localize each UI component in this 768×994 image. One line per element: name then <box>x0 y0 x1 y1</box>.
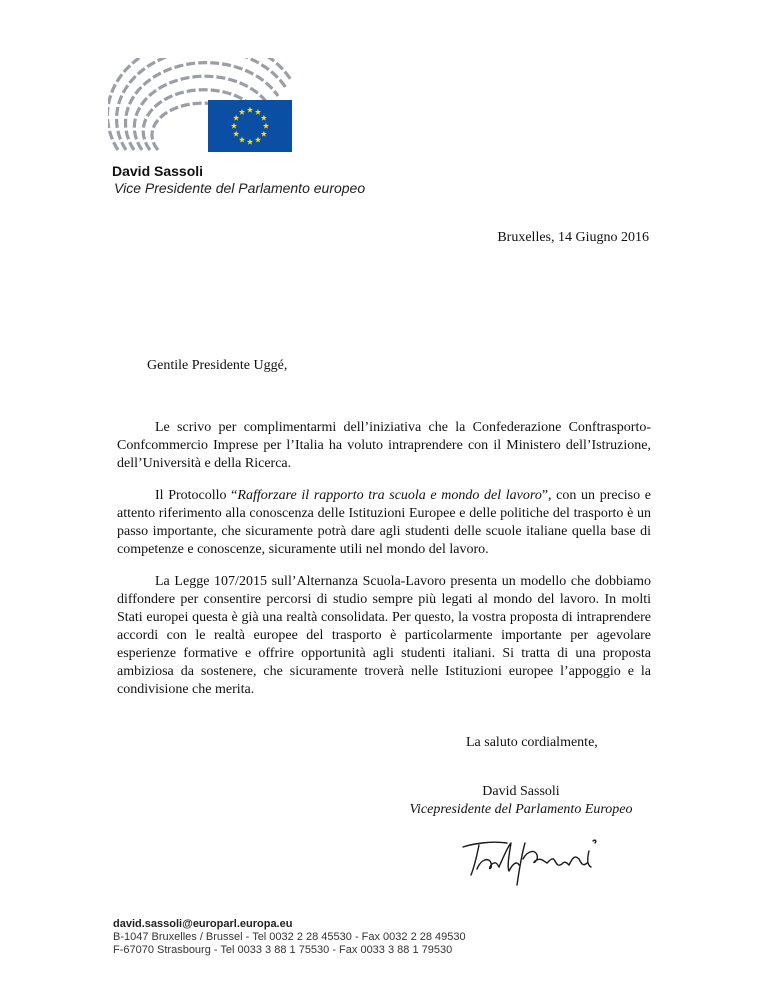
handwritten-signature-icon <box>455 833 635 888</box>
salutation: Gentile Presidente Uggé, <box>147 358 288 373</box>
footer-brussels-address: B-1047 Bruxelles / Brussel - Tel 0032 2 28 45530 - Fax 0032 2 28 49530 <box>113 931 466 943</box>
paragraph-3: La Legge 107/2015 sull’Alternanza Scuola-Lavoro presenta un modello che dobbiamo diffondere per consentire percorsi di studio sempre più legati al mondo del lavoro. In molti Stati europei questa è già una realtà consolidata. Per questo, la vostra proposta di intraprendere accordi con le realtà europee del trasporto è particolarmente importante per agevolare esperienze formative e offrire opportunità agli studenti italiani. Si tratta di una proposta ambiziosa da sostenere, che sicuramente troverà nelle Istituzioni europee l’appoggio e la condivisione che merita. <box>117 574 651 697</box>
signer-title: Vicepresidente del Parlamento Europeo <box>409 802 633 817</box>
footer-email: david.sassoli@europarl.europa.eu <box>113 918 293 930</box>
letter-date: Bruxelles, 14 Giugno 2016 <box>497 230 649 245</box>
footer-strasbourg-address: F-67070 Strasbourg - Tel 0033 3 88 1 75530 - Fax 0033 3 88 1 79530 <box>113 944 453 956</box>
paragraph-1: Le scrivo per complimentarmi dell’iniziativa che la Confederazione Conftrasporto-Confcommercio Imprese per l’Italia ha voluto intraprendere con il Ministero dell’Istruzione, dell’Università e della Ricerca. <box>117 420 651 471</box>
sender-name: David Sassoli <box>112 163 204 179</box>
sender-role: Vice Presidente del Parlamento europeo <box>114 180 366 196</box>
paragraph-2: Il Protocollo “Rafforzare il rapporto tra scuola e mondo del lavoro”, con un preciso e attento riferimento alla conoscenza delle Istituzioni Europee e delle politiche del trasporto è un passo importante, che sicuramente potrà dare agli studenti delle scuole italiane quella base di competenze e conoscenze, sicuramente utili nel mondo del lavoro. <box>117 488 651 557</box>
letter-body <box>117 419 651 713</box>
footer-contacts <box>113 918 466 957</box>
signer-name: David Sassoli <box>482 784 560 799</box>
european-parliament-logo-icon <box>108 58 294 154</box>
closing: La saluto cordialmente, <box>466 735 598 750</box>
protocol-title: Rafforzare il rapporto tra scuola e mondo del lavoro <box>237 488 542 503</box>
signer-block <box>391 784 651 818</box>
